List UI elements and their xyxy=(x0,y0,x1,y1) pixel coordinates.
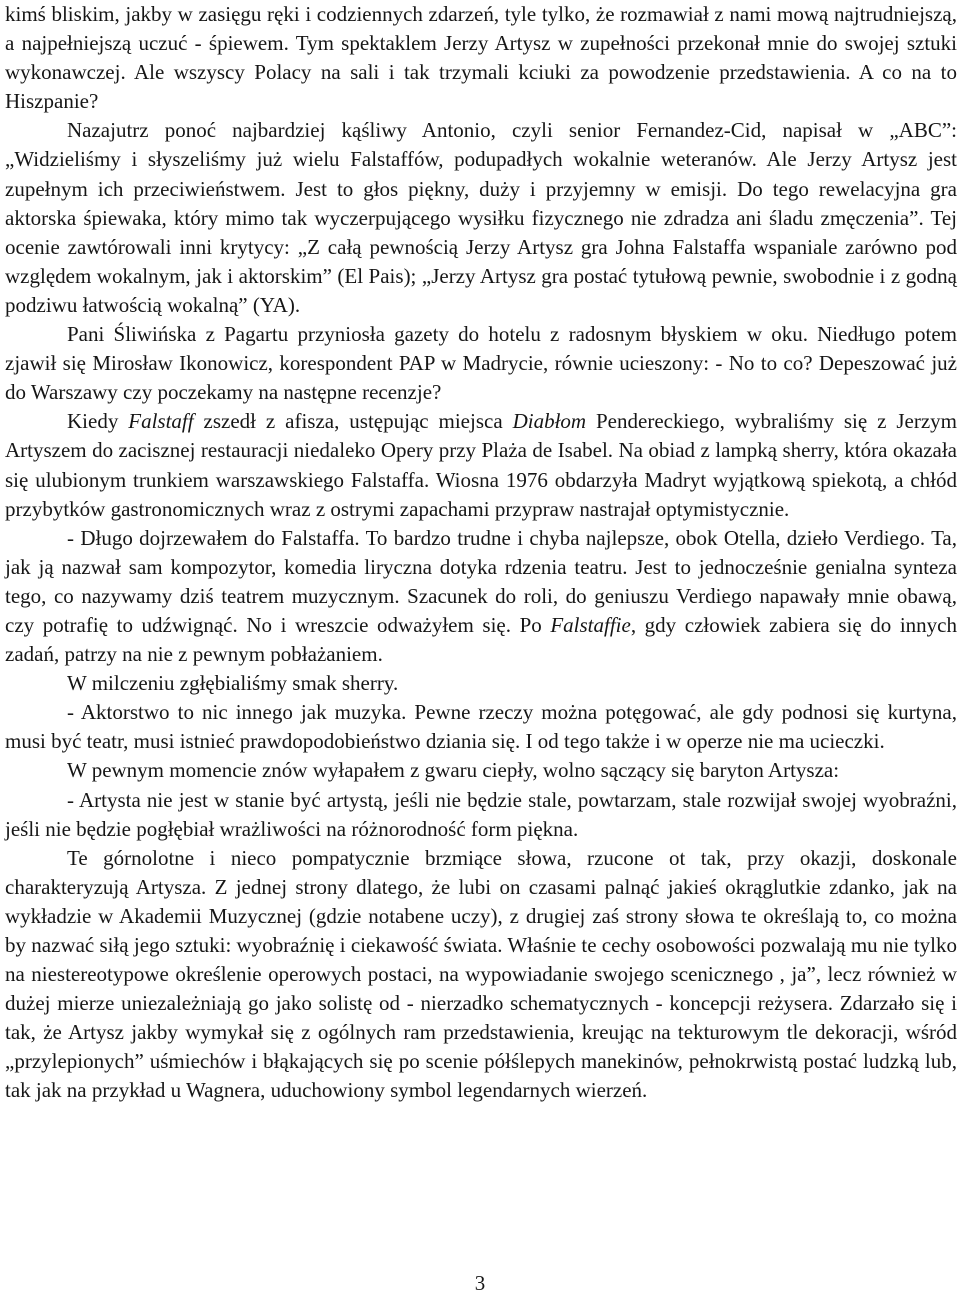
paragraph xyxy=(5,524,957,669)
italic-title: Falstaff xyxy=(128,409,194,434)
text-run: zszedł z afisza, ustępując miejsca xyxy=(193,409,513,434)
text-run: kimś bliskim, jakby w zasięgu ręki i codziennych zdarzeń, tyle tylko, że rozmawiał z nami mową najtrudniejszą, a najpełniejszą uczuć - śpiewem. Tym spektaklem Jerzy Artysz w zupełności przekonał mnie do swojej sztuki wykonawczej. Ale wszyscy Polacy na sali i tak trzymali kciuki za powodzenie przedstawienia. A co na to Hiszpanie? xyxy=(5,2,957,114)
text-run: Pendereckiego, wybraliśmy się z Jerzym Artyszem do zacisznej restauracji niedaleko Opery przy Plaża de Isabel. Na obiad z lampką sherry, która okazała się ulubionym trunkiem warszawskiego Falstaffa. Wiosna 1976 obdarzyła Madryt wyjątkową spiekotą, a chłód przybytków gastronomicznych wraz z ostrymi zapachami przypraw nastrajał optymistycznie. xyxy=(5,409,957,521)
document-body xyxy=(5,0,957,1106)
text-run: - Długo dojrzewałem do Falstaffa. To bardzo trudne i chyba najlepsze, obok Otella, dzieło Verdiego. Ta, jak ją nazwał sam kompozytor, komedia liryczna dotyka rdzenia teatru. Jest to jednocześnie genialna synteza tego, co nazywamy dziś teatrem muzycznym. Szacunek do roli, do geniuszu Verdiego napawały mnie obawą, czy potrafię to udźwignąć. No i wreszcie odważyłem się. Po xyxy=(5,525,957,637)
paragraph xyxy=(5,0,957,116)
paragraph xyxy=(5,756,957,785)
text-run: W milczeniu zgłębialiśmy smak sherry. xyxy=(67,671,399,696)
paragraph xyxy=(5,844,957,1106)
paragraph xyxy=(5,320,957,407)
italic-title: Falstaffie xyxy=(550,612,631,637)
text-run: W pewnym momencie znów wyłapałem z gwaru ciepły, wolno sączący się baryton Artysza: xyxy=(67,758,840,783)
paragraph xyxy=(5,116,957,320)
paragraph xyxy=(5,786,957,844)
text-run: Te górnolotne i nieco pompatycznie brzmiące słowa, rzucone ot tak, przy okazji, doskonale charakteryzują Artysza. Z jednej strony dlatego, że lubi on czasami palnąć jakieś okrąglutkie zdanko, jak na wykładzie w Akademii Muzycznej (gdzie notabene uczy), z drugiej zaś strony słowa te określają to, co można by nazwać siłą jego sztuki: wyobraźnię i ciekawość świata. Właśnie te cechy osobowości pozwalają mu nie tylko na niestereotypowe określenie operowych postaci, na wypowiadanie swojego scenicznego , ja”, lecz również w dużej mierze uniezależniają go jako solistę od - nierzadko schematycznych - koncepcji reżysera. Zdarzało się i tak, że Artysz jakby wymykał się z ogólnych ram przedstawienia, kreując na tekturowym tle dekoracji, wśród „przylepionych” uśmiechów i błąkających się po scenie półślepych manekinów, pełnokrwistą postać ludzką lub, tak jak na przykład u Wagnera, uduchowiony symbol legendarnych wierzeń. xyxy=(5,845,957,1103)
italic-title: Diabłom xyxy=(512,409,587,434)
text-run: - Artysta nie jest w stanie być artystą, jeśli nie będzie stale, powtarzam, stale rozwijał swojej wyobraźni, jeśli nie będzie pogłębiał wrażliwości na różnorodność form piękna. xyxy=(5,787,957,841)
text-run: Kiedy xyxy=(67,409,129,434)
paragraph xyxy=(5,407,957,523)
paragraph xyxy=(5,698,957,756)
text-run: Nazajutrz ponoć najbardziej kąśliwy Antonio, czyli senior Fernandez-Cid, napisał w „ABC”: „Widzieliśmy i słyszeliśmy już wielu Falstaffów, podupadłych wokalnie weteranów. Ale Jerzy Artysz jest zupełnym ich przeciwieństwem. Jest to głos piękny, duży i przyjemny w emisji. Do tego rewelacyjna gra aktorska śpiewaka, który mimo tak wyczerpującego wysiłku fizycznego nie zdradza ani śladu zmęczenia”. Tej ocenie zawtórowali inni krytycy: „Z całą pewnością Jerzy Artysz gra Johna Falstaffa wspaniale zarówno pod względem wokalnym, jak i aktorskim” (El Pais); „Jerzy Artysz gra postać tytułową pewnie, swobodnie i z godną podziwu łatwością wokalną” (YA). xyxy=(5,118,957,317)
paragraph xyxy=(5,669,957,698)
text-run: - Aktorstwo to nic innego jak muzyka. Pewne rzeczy można potęgować, ale gdy podnosi się kurtyna, musi być teatr, musi istnieć prawdopodobieństwo dziania się. I od tego także i w operze nie ma ucieczki. xyxy=(5,700,957,754)
text-run: Pani Śliwińska z Pagartu przyniosła gazety do hotelu z radosnym błyskiem w oku. Niedługo potem zjawił się Mirosław Ikonowicz, korespondent PAP w Madrycie, równie ucieszony: - No to co? Depeszować już do Warszawy czy poczekamy na następne recenzje? xyxy=(5,322,957,405)
page-number: 3 xyxy=(474,1271,486,1295)
text-run: , gdy człowiek zabiera się do innych zadań, patrzy na nie z pewnym pobłażaniem. xyxy=(5,612,957,667)
